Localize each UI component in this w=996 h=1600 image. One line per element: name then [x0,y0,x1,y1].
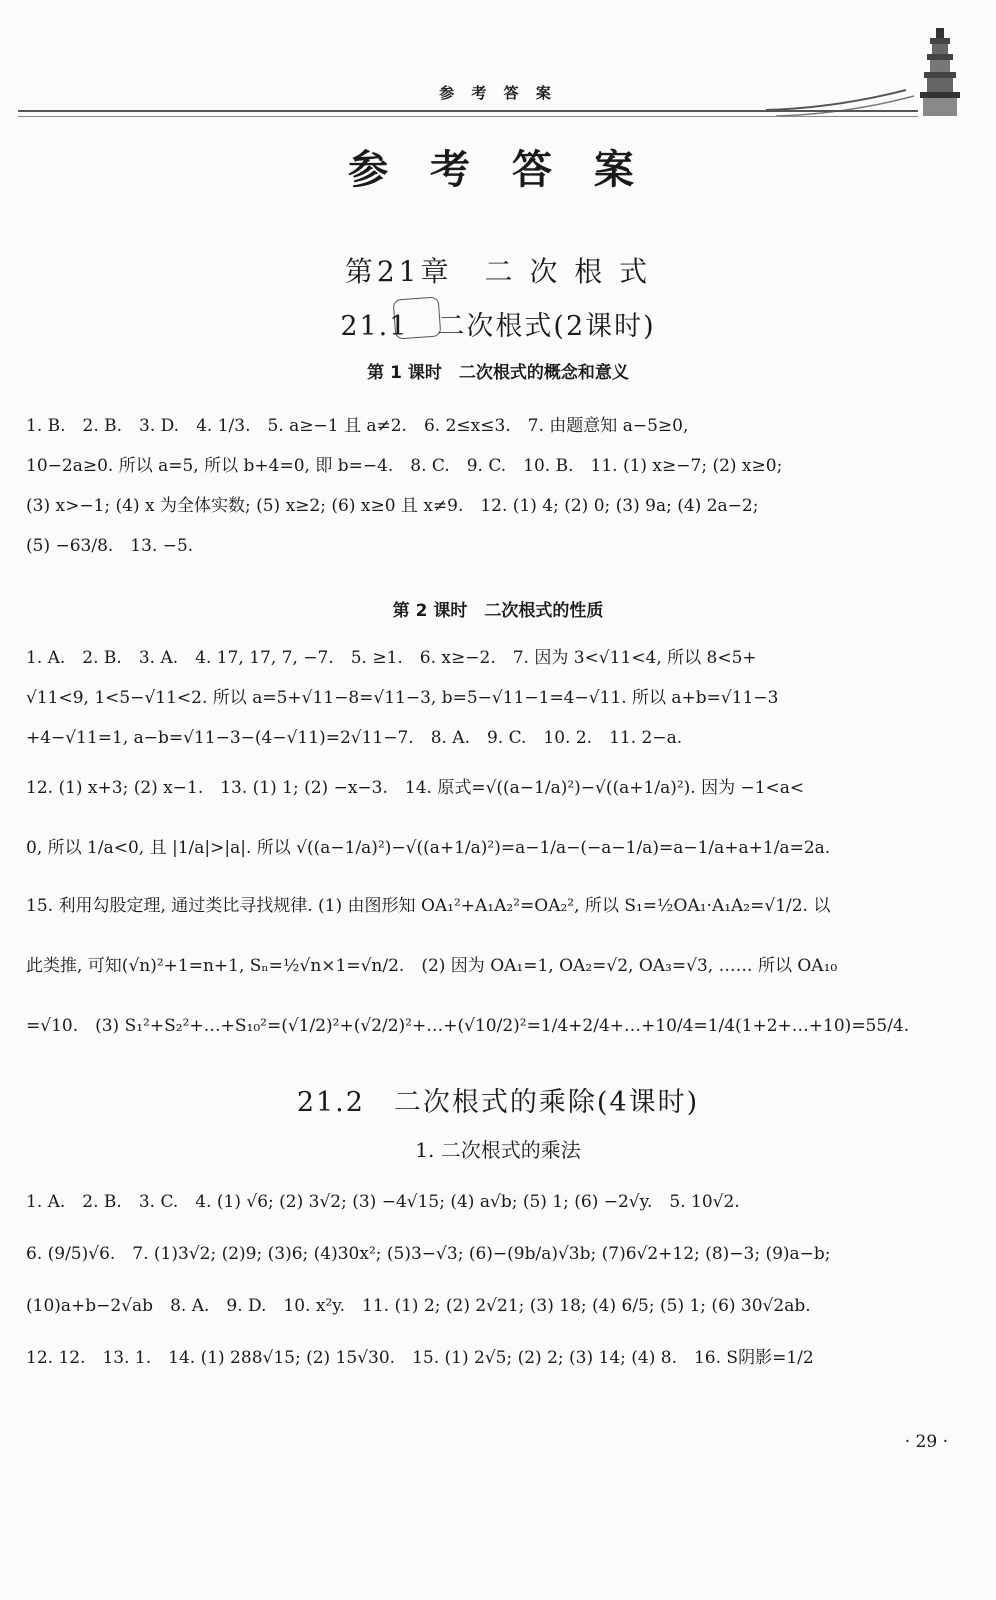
answer-line: 15. 利用勾股定理, 通过类比寻找规律. (1) 由图形知 OA₁²+A₁A₂²=OA₂², 所以 S₁=½OA₁·A₁A₂=√1/2. 以 [26,896,831,916]
answer-block-lesson-1 [26,406,966,566]
answer-block-lesson-2 [26,638,966,1054]
section-title-21-1: 21.1 二次根式(2课时) [340,311,656,342]
answer-line: (10)a+b−2√ab 8. A. 9. D. 10. x²y. 11. (1) 2; (2) 2√21; (3) 18; (4) 6/5; (5) 1; (6) 30√2ab. [26,1296,811,1316]
header-rule [18,110,918,112]
lesson-title-2: 第 2 课时 二次根式的性质 [392,601,604,621]
answer-line: 6. (9/5)√6. 7. (1)3√2; (2)9; (3)6; (4)30x²; (5)3−√3; (6)−(9b/a)√3b; (7)6√2+12; (8)−3; (9)a−b; [26,1244,831,1264]
answer-line: 0, 所以 1/a<0, 且 |1/a|>|a|. 所以 √((a−1/a)²)−√((a+1/a)²)=a−1/a−(−a−1/a)=a−1/a+a+1/a=2a. [26,838,831,858]
running-head: 参 考 答 案 [439,84,557,102]
answer-line: 1. A. 2. B. 3. C. 4. (1) √6; (2) 3√2; (3) −4√15; (4) a√b; (5) 1; (6) −2√y. 5. 10√2. [26,1192,740,1212]
answer-line: =√10. (3) S₁²+S₂²+…+S₁₀²=(√1/2)²+(√2/2)²+…+(√10/2)²=1/4+2/4+…+10/4=1/4(1+2+…+10)=55/4. [26,1016,910,1036]
answer-line: 12. 12. 13. 1. 14. (1) 288√15; (2) 15√30. 15. (1) 2√5; (2) 2; (3) 14; (4) 8. 16. S阴影=1/2 [26,1348,814,1368]
answer-line: 1. A. 2. B. 3. A. 4. 17, 17, 7, −7. 5. ≥1. 6. x≥−2. 7. 因为 3<√11<4, 所以 8<5+ [26,648,757,668]
answer-line: 12. (1) x+3; (2) x−1. 13. (1) 1; (2) −x−3. 14. 原式=√((a−1/a)²)−√((a+1/a)²). 因为 −1<a< [26,778,805,798]
answer-line: 此类推, 可知(√n)²+1=n+1, Sₙ=½√n×1=√n/2. (2) 因为 OA₁=1, OA₂=√2, OA₃=√3, …… 所以 OA₁₀ [26,956,838,976]
answer-line: (5) −63/8. 13. −5. [26,536,194,556]
answer-line: √11<9, 1<5−√11<2. 所以 a=5+√11−8=√11−3, b=5−√11−1=4−√11. 所以 a+b=√11−3 [26,688,779,708]
section-title-21-2: 21.2 二次根式的乘除(4课时) [296,1087,700,1118]
subsection-title-multiplication: 1. 二次根式的乘法 [415,1138,581,1162]
answer-line: 10−2a≥0. 所以 a=5, 所以 b+4=0, 即 b=−4. 8. C. 9. C. 10. B. 11. (1) x≥−7; (2) x≥0; [26,456,783,476]
answer-block-multiplication [26,1176,966,1384]
answer-line: 1. B. 2. B. 3. D. 4. 1/3. 5. a≥−1 且 a≠2. 6. 2≤x≤3. 7. 由题意知 a−5≥0, [26,416,689,436]
answer-line: +4−√11=1, a−b=√11−3−(4−√11)=2√11−7. 8. A. 9. C. 10. 2. 11. 2−a. [26,728,683,748]
answer-line: (3) x>−1; (4) x 为全体实数; (5) x≥2; (6) x≥0 且 x≠9. 12. (1) 4; (2) 0; (3) 9a; (4) 2a−2; [26,496,759,516]
pagoda-icon [910,22,970,122]
header-band [0,0,996,130]
header-rule-thin [18,116,918,117]
page-title: 参 考 答 案 [348,146,648,193]
page-number: · 29 · [904,1432,948,1452]
lesson-title-1: 第 1 课时 二次根式的概念和意义 [367,363,629,383]
chapter-title: 第21章 二 次 根 式 [344,255,652,288]
